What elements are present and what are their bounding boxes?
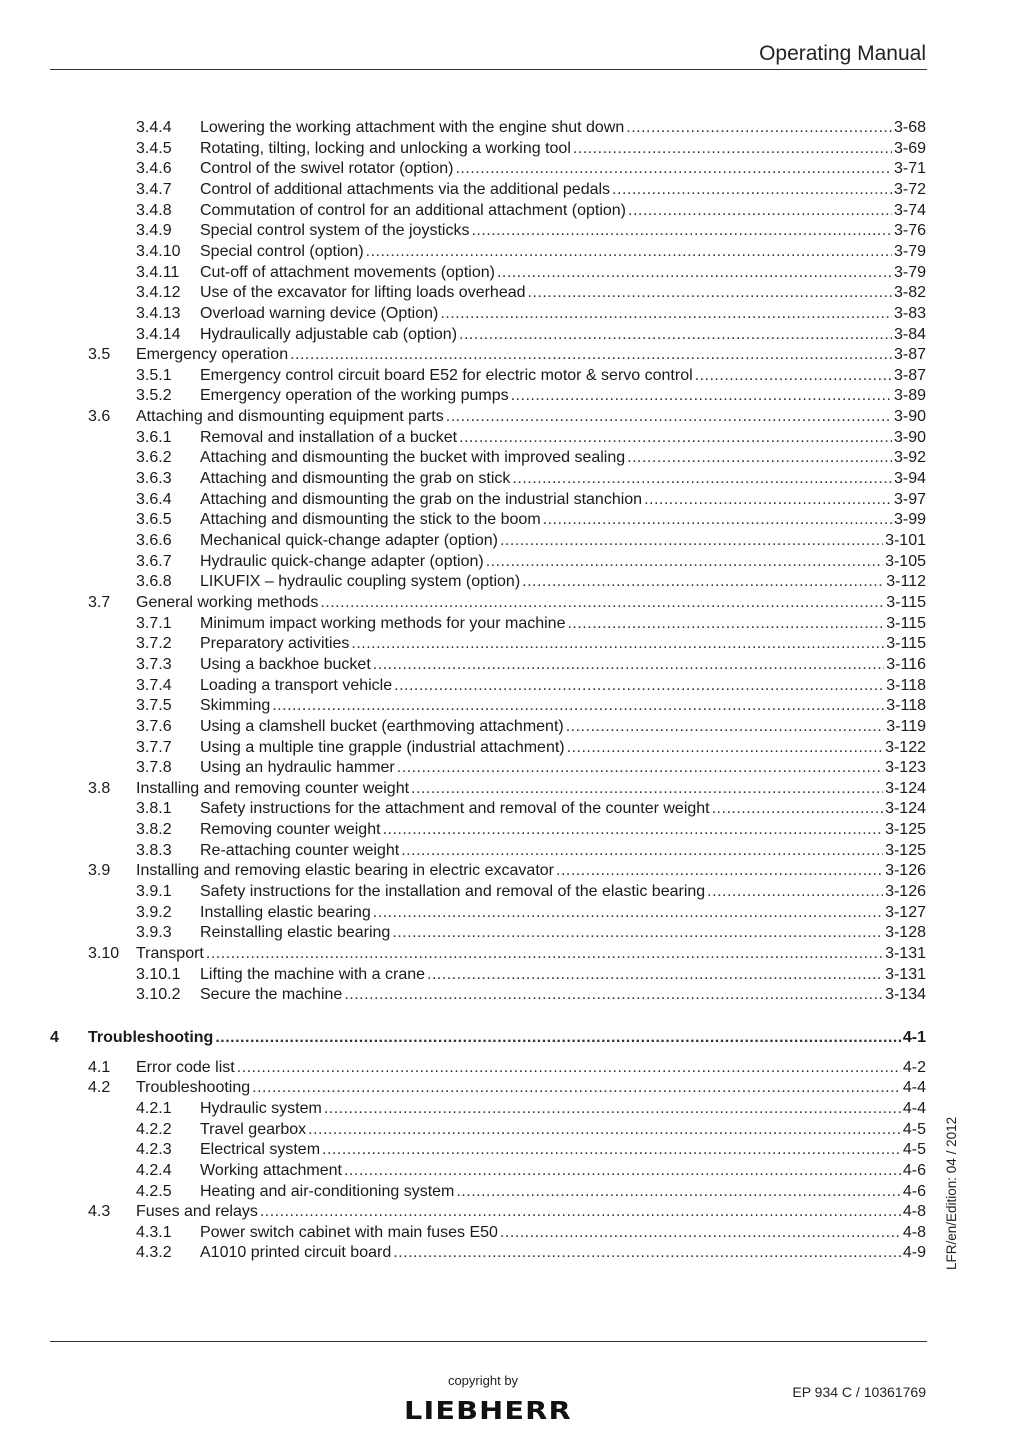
toc-leader-dots	[497, 263, 892, 283]
toc-entry[interactable]	[136, 1182, 926, 1202]
toc-leader-dots	[392, 923, 883, 943]
toc-entry-number: 3.4.14	[136, 325, 181, 343]
toc-leader-dots	[712, 799, 883, 819]
toc-entry[interactable]	[136, 386, 926, 406]
toc-entry-number: 3.9.2	[136, 903, 172, 921]
toc-leader-dots	[567, 738, 883, 758]
toc-entry-title: Secure the machine	[200, 986, 343, 1004]
toc-entry[interactable]	[88, 1202, 926, 1222]
toc-entry-title: Removing counter weight	[200, 821, 381, 839]
toc-entry[interactable]	[136, 841, 926, 861]
toc-entry-page: 3-131	[885, 945, 926, 962]
toc-entry[interactable]	[136, 923, 926, 943]
toc-leader-dots	[446, 407, 892, 427]
toc-entry-title: Special control system of the joysticks	[200, 222, 470, 240]
toc-entry[interactable]	[88, 593, 926, 613]
toc-entry-page: 3-128	[885, 924, 926, 942]
toc-leader-dots	[260, 1202, 901, 1222]
toc-entry-page: 4-8	[902, 1223, 926, 1241]
toc-entry-number: 3.4.4	[136, 119, 172, 136]
toc-entry[interactable]	[136, 1243, 926, 1263]
toc-leader-dots	[373, 903, 883, 923]
toc-entry[interactable]	[136, 448, 926, 468]
toc-entry-number: 3.4.11	[136, 263, 180, 281]
toc-entry-number: 3.6.4	[136, 490, 172, 508]
toc-entry-number: 3.7.3	[136, 655, 172, 673]
toc-entry-number: 3.6.8	[136, 573, 172, 591]
toc-entry-page: 3-89	[893, 387, 926, 405]
toc-entry-number: 3.4.5	[136, 139, 172, 157]
toc-leader-dots	[627, 448, 892, 468]
toc-entry-title: Rotating, tilting, locking and unlocking a working tool	[200, 139, 571, 157]
toc-entry-title: Using a multiple tine grapple (industrial attachment)	[200, 738, 565, 756]
toc-entry-page: 3-119	[886, 717, 926, 735]
toc-entry-page: 3-115	[886, 593, 926, 611]
toc-entry[interactable]	[136, 428, 926, 448]
toc-entry-number: 3.9.1	[136, 883, 172, 901]
toc-entry-page: 4-4	[902, 1079, 926, 1097]
toc-entry-page: 3-92	[893, 449, 926, 467]
toc-leader-dots	[373, 655, 884, 675]
toc-entry-number: 3.7.4	[136, 676, 172, 694]
toc-entry-number: 4.1	[88, 1058, 111, 1076]
toc-entry-title: Re-attaching counter weight	[200, 841, 400, 859]
toc-entry-page: 3-68	[893, 119, 926, 136]
toc-entry-number: 3.4.7	[136, 180, 172, 198]
toc-entry-page: 3-124	[885, 779, 926, 797]
toc-entry[interactable]	[88, 861, 926, 881]
toc-entry-number: 3.10	[88, 945, 120, 962]
toc-leader-dots	[543, 510, 892, 530]
toc-entry[interactable]	[136, 552, 926, 572]
toc-entry-page: 4-5	[902, 1120, 926, 1138]
toc-entry[interactable]	[88, 1078, 926, 1098]
toc-entry-number: 3.7.7	[136, 738, 172, 756]
toc-entry-title: Loading a transport vehicle	[200, 676, 393, 694]
toc-leader-dots	[344, 1161, 901, 1181]
toc-entry-number: 3.7.8	[136, 759, 172, 777]
toc-entry-title: Power switch cabinet with main fuses E50	[200, 1223, 498, 1241]
toc-entry-title: Emergency operation	[136, 346, 289, 364]
toc-entry-page: 3-122	[885, 738, 926, 756]
toc-entry-number: 3.7.1	[136, 614, 172, 632]
toc-entry-number: 3.6.1	[136, 428, 172, 446]
toc-leader-dots	[522, 572, 884, 592]
toc-entry-title: Control of the swivel rotator (option)	[200, 160, 454, 178]
toc-entry-page: 3-94	[893, 470, 926, 488]
toc-entry-number: 3.10.2	[136, 986, 181, 1004]
toc-entry[interactable]	[88, 407, 926, 427]
toc-entry-page: 3-90	[893, 428, 926, 446]
copyright-label: copyright by	[447, 1373, 519, 1388]
toc-entry-page: 3-90	[893, 408, 926, 426]
toc-entry-title: Lifting the machine with a crane	[200, 965, 426, 983]
toc-entry-page: 4-5	[902, 1141, 926, 1159]
toc-entry-title: Heating and air-conditioning system	[200, 1182, 455, 1200]
toc-entry-number: 4.3.1	[136, 1223, 172, 1241]
toc-entry-number: 3.7.6	[136, 717, 172, 735]
toc-entry-page: 3-118	[886, 676, 926, 694]
toc-entry[interactable]	[136, 882, 926, 902]
toc-entry[interactable]	[136, 1161, 926, 1181]
toc-leader-dots	[628, 201, 892, 221]
toc-leader-dots	[556, 861, 883, 881]
toc-leader-dots	[344, 985, 883, 1005]
edition-label: LFR/en/Edition: 04 / 2012	[944, 1116, 959, 1270]
toc-entry-number: 3.7.5	[136, 697, 172, 715]
toc-entry-title: Error code list	[136, 1058, 235, 1076]
toc-entry-number: 4.3.2	[136, 1244, 172, 1262]
toc-leader-dots	[486, 552, 883, 572]
toc-entry-number: 3.4.13	[136, 304, 181, 322]
toc-entry-title: Installing elastic bearing	[200, 903, 371, 921]
toc-entry-number: 3.5.2	[136, 387, 172, 405]
toc-entry-page: 3-125	[885, 821, 926, 839]
footer-divider	[50, 1341, 927, 1342]
toc-leader-dots	[500, 1223, 901, 1243]
toc-entry-title: Lowering the working attachment with the engine shut down	[200, 119, 625, 136]
toc-leader-dots	[459, 428, 892, 448]
toc-entry-number: 3.4.8	[136, 201, 172, 219]
toc-leader-dots	[237, 1058, 901, 1078]
toc-entry-number: 3.8.2	[136, 821, 172, 839]
toc-entry-page: 3-125	[885, 841, 926, 859]
toc-entry[interactable]	[88, 345, 926, 365]
toc-entry[interactable]	[136, 738, 926, 758]
toc-entry-title: Commutation of control for an additional attachment (option)	[200, 201, 627, 219]
toc-entry[interactable]	[136, 159, 926, 179]
toc-leader-dots	[471, 221, 892, 241]
toc-entry-title: Installing and removing counter weight	[136, 779, 410, 797]
toc-entry-page: 3-71	[893, 160, 926, 178]
toc-entry[interactable]	[136, 758, 926, 778]
toc-entry[interactable]	[136, 283, 926, 303]
toc-entry[interactable]	[136, 985, 926, 1005]
toc-entry-number: 3.5	[88, 346, 111, 364]
toc-entry-title: Minimum impact working methods for your machine	[200, 614, 566, 632]
toc-entry-page: 3-116	[886, 655, 926, 673]
toc-entry-page: 3-79	[893, 263, 926, 281]
toc-entry-number: 3.4.9	[136, 222, 172, 240]
toc-entry-number: 4	[50, 1028, 59, 1046]
toc-entry[interactable]	[136, 221, 926, 241]
toc-entry-number: 3.6.2	[136, 449, 172, 467]
toc-entry[interactable]	[136, 1099, 926, 1119]
toc-entry[interactable]	[136, 1120, 926, 1140]
toc-leader-dots	[512, 469, 892, 489]
toc-entry[interactable]	[136, 325, 926, 345]
toc-leader-dots	[322, 1140, 901, 1160]
toc-entry-title: Reinstalling elastic bearing	[200, 924, 391, 942]
toc-leader-dots	[644, 490, 892, 510]
toc-entry[interactable]	[136, 180, 926, 200]
toc-entry-page: 3-76	[893, 222, 926, 240]
toc-leader-dots	[500, 531, 883, 551]
toc-leader-dots	[215, 1028, 901, 1048]
toc-entry-title: Installing and removing elastic bearing in electric excavator	[136, 862, 554, 880]
toc-entry[interactable]	[136, 469, 926, 489]
toc-leader-dots	[411, 779, 883, 799]
toc-entry[interactable]	[136, 366, 926, 386]
toc-entry-page: 3-72	[893, 180, 926, 198]
toc-entry[interactable]	[136, 263, 926, 283]
toc-entry[interactable]	[136, 903, 926, 923]
toc-entry-number: 4.2.5	[136, 1182, 172, 1200]
toc-entry-page: 3-126	[885, 883, 926, 901]
toc-leader-dots	[383, 820, 884, 840]
toc-entry-title: Using an hydraulic hammer	[200, 759, 395, 777]
toc-entry-number: 3.6	[88, 408, 111, 426]
liebherr-logo: LIEBHERR	[404, 1396, 572, 1425]
toc-entry-title: Troubleshooting	[136, 1079, 251, 1097]
toc-entry-title: Attaching and dismounting the stick to the boom	[200, 511, 541, 529]
toc-entry[interactable]	[136, 490, 926, 510]
toc-entry-number: 3.7.2	[136, 635, 172, 653]
toc-entry-number: 3.8.1	[136, 800, 172, 818]
toc-entry-page: 3-87	[893, 366, 926, 384]
toc-entry-page: 3-74	[893, 201, 926, 219]
toc-entry[interactable]	[136, 676, 926, 696]
toc-entry-title: Emergency control circuit board E52 for electric motor & servo control	[200, 366, 693, 384]
toc-entry-title: A1010 printed circuit board	[200, 1244, 392, 1262]
toc-entry[interactable]	[136, 510, 926, 530]
toc-entry-title: Fuses and relays	[136, 1203, 258, 1221]
toc-leader-dots	[455, 159, 892, 179]
toc-entry-title: Using a clamshell bucket (earthmoving attachment)	[200, 717, 564, 735]
toc-leader-dots	[612, 180, 892, 200]
toc-entry-title: Use of the excavator for lifting loads overhead	[200, 284, 526, 302]
toc-entry-title: Hydraulic quick-change adapter (option)	[200, 552, 484, 570]
toc-entry[interactable]	[136, 965, 926, 985]
toc-entry-number: 3.8	[88, 779, 111, 797]
toc-entry[interactable]	[88, 779, 926, 799]
toc-entry-title: Special control (option)	[200, 242, 364, 260]
toc-entry-number: 4.2.3	[136, 1141, 172, 1159]
toc-leader-dots	[707, 882, 883, 902]
toc-entry-page: 3-127	[885, 903, 926, 921]
toc-entry[interactable]	[136, 304, 926, 324]
toc-entry-page: 3-118	[886, 697, 926, 715]
toc-entry-title: Attaching and dismounting equipment parts	[136, 408, 444, 426]
toc-leader-dots	[459, 325, 892, 345]
toc-leader-dots	[427, 965, 883, 985]
toc-entry-title: Transport	[136, 945, 204, 962]
toc-entry-number: 3.9.3	[136, 924, 172, 942]
toc-entry-page: 3-112	[886, 573, 926, 591]
toc-leader-dots	[511, 386, 892, 406]
toc-entry-page: 3-115	[886, 635, 926, 653]
toc-leader-dots	[528, 283, 892, 303]
toc-entry-page: 4-9	[902, 1244, 926, 1262]
toc-entry-page: 4-4	[902, 1099, 926, 1117]
toc-entry[interactable]	[136, 1223, 926, 1243]
toc-entry-title: Overload warning device (Option)	[200, 304, 439, 322]
toc-leader-dots	[290, 345, 892, 365]
toc-leader-dots	[272, 696, 884, 716]
toc-entry[interactable]	[136, 696, 926, 716]
toc-leader-dots	[440, 304, 892, 324]
toc-leader-dots	[351, 634, 884, 654]
toc-entry-number: 4.3	[88, 1203, 111, 1221]
toc-entry[interactable]	[136, 820, 926, 840]
toc-entry[interactable]	[136, 118, 926, 138]
toc-entry-page: 3-79	[893, 242, 926, 260]
toc-entry-title: Skimming	[200, 697, 271, 715]
toc-entry[interactable]	[136, 572, 926, 592]
toc-entry-title: Cut-off of attachment movements (option)	[200, 263, 495, 281]
toc-leader-dots	[366, 242, 892, 262]
toc-leader-dots	[393, 1243, 901, 1263]
toc-leader-dots	[626, 118, 892, 138]
toc-entry[interactable]	[136, 531, 926, 551]
toc-entry-number: 3.6.6	[136, 532, 172, 549]
toc-entry-number: 3.6.3	[136, 470, 172, 488]
toc-entry-page: 3-83	[893, 304, 926, 322]
toc-entry-page: 4-1	[902, 1028, 926, 1046]
toc-entry-page: 3-84	[893, 325, 926, 343]
toc-entry[interactable]	[136, 139, 926, 159]
toc-entry-title: Attaching and dismounting the bucket with improved sealing	[200, 449, 626, 467]
toc-entry-page: 3-131	[885, 965, 926, 983]
toc-entry-title: Preparatory activities	[200, 635, 350, 653]
toc-entry-title: Using a backhoe bucket	[200, 655, 371, 673]
toc-leader-dots	[695, 366, 892, 386]
toc-entry-title: Safety instructions for the attachment and removal of the counter weight	[200, 800, 710, 818]
toc-entry-page: 4-6	[902, 1161, 926, 1179]
toc-entry-page: 4-2	[902, 1058, 926, 1076]
toc-leader-dots	[320, 593, 884, 613]
toc-leader-dots	[252, 1078, 901, 1098]
toc-leader-dots	[206, 944, 883, 964]
toc-entry-page: 4-8	[902, 1203, 926, 1221]
toc-entry-number: 3.10.1	[136, 965, 181, 983]
toc-entry-page: 3-97	[893, 490, 926, 508]
toc-entry-page: 3-124	[885, 800, 926, 818]
toc-leader-dots	[567, 614, 884, 634]
toc-leader-dots	[573, 139, 892, 159]
toc-entry-number: 3.4.12	[136, 284, 181, 302]
toc-entry-page: 3-69	[893, 139, 926, 157]
toc-entry-title: Attaching and dismounting the grab on stick	[200, 470, 511, 488]
toc-entry-number: 3.4.6	[136, 160, 172, 178]
toc-entry-number: 3.4.10	[136, 242, 181, 260]
toc-entry-title: Control of additional attachments via the additional pedals	[200, 180, 611, 198]
header-divider	[50, 69, 927, 70]
toc-entry-number: 4.2	[88, 1079, 111, 1097]
toc-entry-page: 3-99	[893, 511, 926, 529]
toc-entry-page: 3-123	[885, 759, 926, 777]
toc-entry-number: 4.2.1	[136, 1099, 172, 1117]
toc-entry[interactable]	[136, 655, 926, 675]
toc-entry[interactable]	[136, 717, 926, 737]
toc-entry[interactable]	[88, 1058, 926, 1078]
toc-leader-dots	[324, 1099, 901, 1119]
toc-entry-page: 3-87	[893, 346, 926, 364]
toc-entry-title: Electrical system	[200, 1141, 321, 1159]
toc-leader-dots	[308, 1120, 901, 1140]
toc-entry-page: 3-82	[893, 284, 926, 302]
toc-leader-dots	[566, 717, 885, 737]
toc-entry-title: Safety instructions for the installation and removal of the elastic bearing	[200, 883, 706, 901]
toc-entry[interactable]	[88, 944, 926, 964]
toc-leader-dots	[394, 676, 884, 696]
toc-entry[interactable]	[136, 1140, 926, 1160]
toc-entry-number: 3.9	[88, 862, 111, 880]
toc-entry-number: 3.7	[88, 593, 111, 611]
toc-entry[interactable]	[136, 799, 926, 819]
toc-leader-dots	[456, 1182, 901, 1202]
toc-entry[interactable]	[136, 634, 926, 654]
toc-entry-page: 3-134	[885, 986, 926, 1004]
toc-entry-title: LIKUFIX – hydraulic coupling system (option)	[200, 573, 521, 591]
toc-entry-title: General working methods	[136, 593, 319, 611]
toc-entry-title: Attaching and dismounting the grab on the industrial stanchion	[200, 490, 643, 508]
toc-entry[interactable]	[50, 1028, 926, 1048]
toc-entry-title: Troubleshooting	[88, 1028, 214, 1046]
toc-entry-page: 3-115	[886, 614, 926, 632]
toc-entry-title: Hydraulically adjustable cab (option)	[200, 325, 458, 343]
toc-entry-number: 3.5.1	[136, 366, 172, 384]
toc-entry-page: 3-101	[885, 532, 926, 549]
toc-entry[interactable]	[136, 201, 926, 221]
toc-entry-title: Working attachment	[200, 1161, 342, 1179]
toc-entry-number: 4.2.4	[136, 1161, 172, 1179]
toc-leader-dots	[397, 758, 883, 778]
toc-entry[interactable]	[136, 242, 926, 262]
toc-entry-title: Removal and installation of a bucket	[200, 428, 458, 446]
toc-entry-number: 3.6.5	[136, 511, 172, 529]
document-id: EP 934 C / 10361769	[792, 1384, 926, 1400]
toc-entry-page: 3-126	[885, 862, 926, 880]
toc-entry[interactable]	[136, 614, 926, 634]
toc-entry-number: 4.2.2	[136, 1120, 172, 1138]
toc-entry-number: 3.8.3	[136, 841, 172, 859]
toc-entry-number: 3.6.7	[136, 552, 172, 570]
toc-entry-title: Hydraulic system	[200, 1099, 322, 1117]
toc-entry-page: 4-6	[902, 1182, 926, 1200]
toc-entry-title: Emergency operation of the working pumps	[200, 387, 509, 405]
toc-entry-title: Mechanical quick-change adapter (option)	[200, 532, 498, 549]
toc-leader-dots	[401, 841, 883, 861]
page-header-title: Operating Manual	[759, 42, 926, 65]
toc-entry-title: Travel gearbox	[200, 1120, 307, 1138]
toc-entry-page: 3-105	[885, 552, 926, 570]
